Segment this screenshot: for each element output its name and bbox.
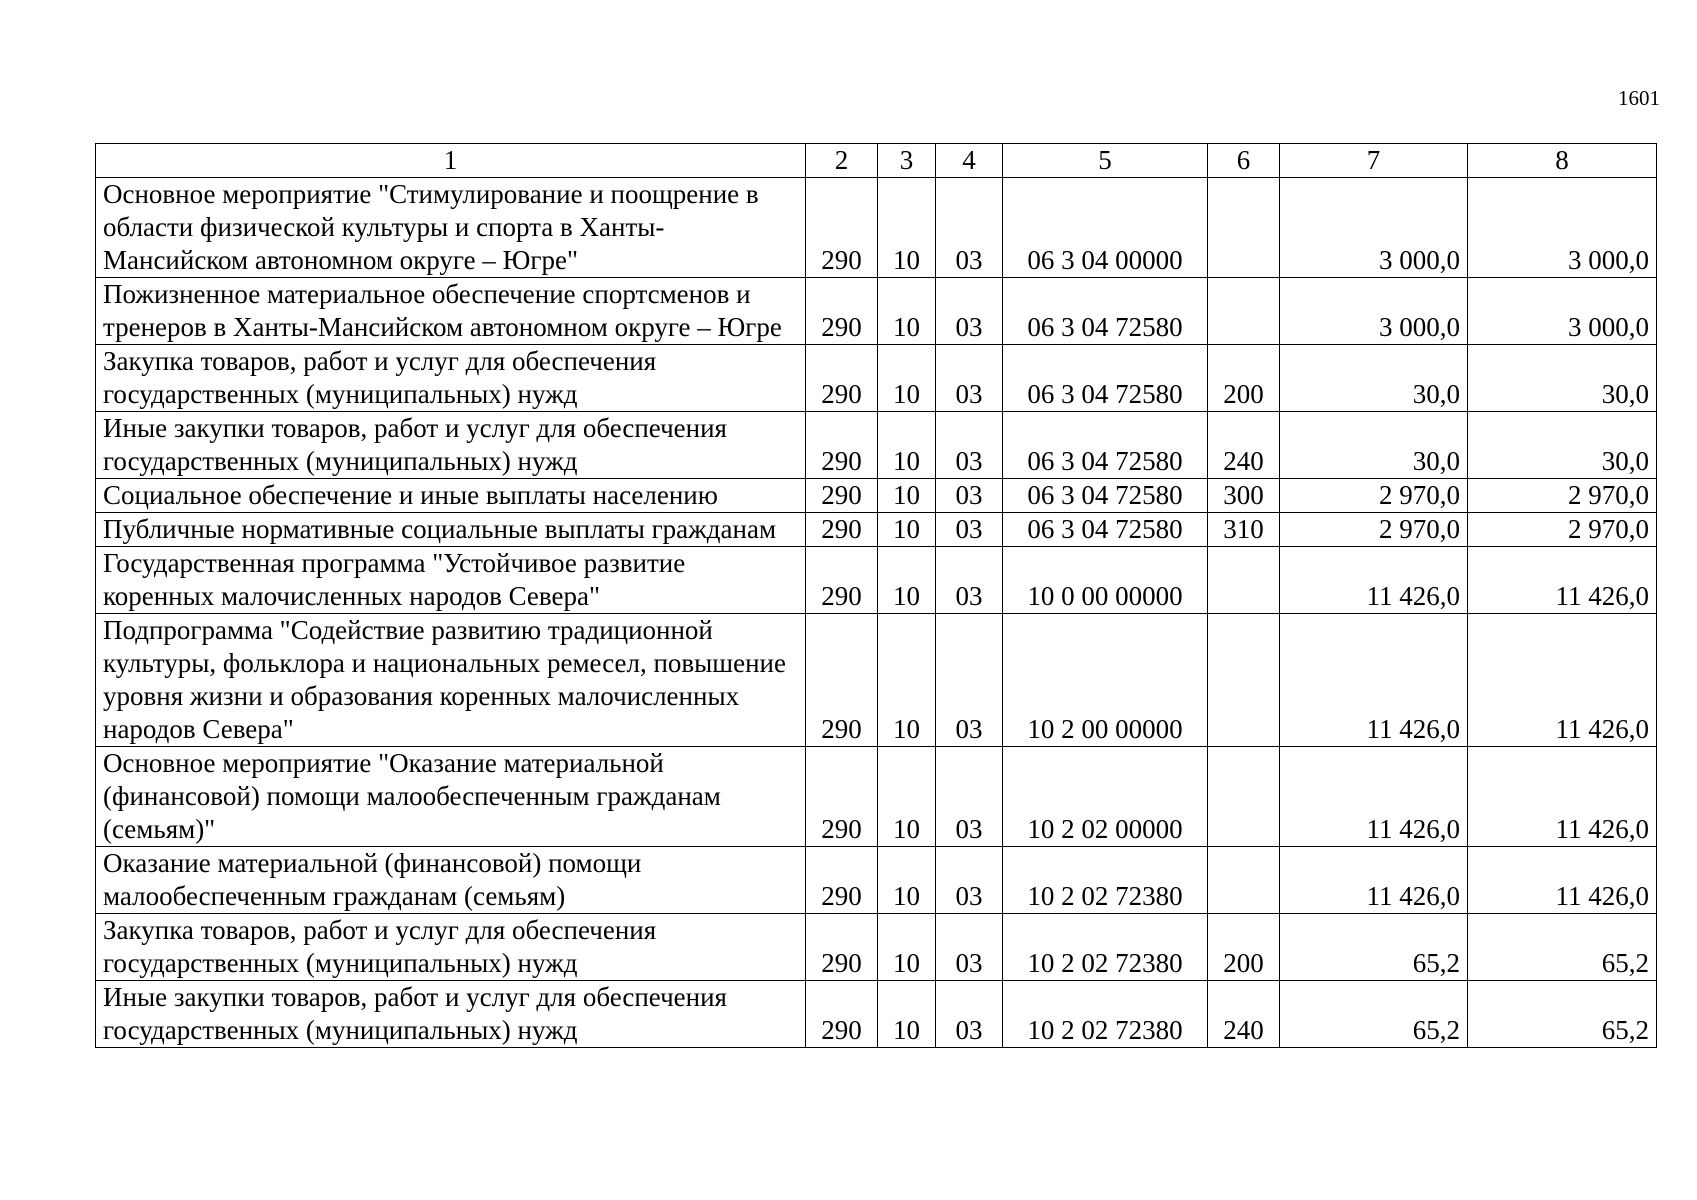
cell-col5: 10 0 00 00000 [1003,547,1208,614]
page-number: 1601 [1618,86,1660,110]
cell-col2: 290 [806,278,878,345]
cell-col6: 240 [1208,981,1280,1048]
cell-col3: 10 [878,914,936,981]
cell-col5: 10 2 02 72380 [1003,847,1208,914]
cell-col2: 290 [806,614,878,747]
cell-col2: 290 [806,345,878,412]
cell-col2: 290 [806,513,878,547]
cell-col4: 03 [936,547,1003,614]
cell-col8: 2 970,0 [1468,513,1657,547]
column-header: 4 [936,144,1003,178]
row-name: Государственная программа "Устойчивое развитие коренных малочисленных народов Севера" [96,547,806,614]
row-name: Основное мероприятие "Стимулирование и поощрение в области физической культуры и спорта в Ханты-Мансийском автономном округе – Югре" [96,178,806,278]
cell-col4: 03 [936,847,1003,914]
cell-col5: 10 2 02 72380 [1003,981,1208,1048]
cell-col5: 06 3 04 72580 [1003,479,1208,513]
cell-col7: 65,2 [1280,914,1468,981]
cell-col7: 2 970,0 [1280,479,1468,513]
cell-col2: 290 [806,981,878,1048]
cell-col5: 06 3 04 00000 [1003,178,1208,278]
cell-col7: 30,0 [1280,345,1468,412]
cell-col2: 290 [806,747,878,847]
cell-col6 [1208,747,1280,847]
table-row [96,345,1657,412]
cell-col2: 290 [806,412,878,479]
cell-col3: 10 [878,412,936,479]
cell-col8: 11 426,0 [1468,747,1657,847]
cell-col7: 11 426,0 [1280,747,1468,847]
cell-col7: 11 426,0 [1280,614,1468,747]
cell-col2: 290 [806,547,878,614]
table-row [96,547,1657,614]
cell-col8: 2 970,0 [1468,479,1657,513]
cell-col7: 65,2 [1280,981,1468,1048]
cell-col6 [1208,847,1280,914]
cell-col7: 2 970,0 [1280,513,1468,547]
table-row [96,614,1657,747]
row-name: Основное мероприятие "Оказание материальной (финансовой) помощи малообеспеченным гражданам (семьям)" [96,747,806,847]
cell-col8: 65,2 [1468,914,1657,981]
header-row [96,144,1657,178]
table-row [96,412,1657,479]
table-row [96,178,1657,278]
cell-col3: 10 [878,847,936,914]
cell-col8: 11 426,0 [1468,847,1657,914]
row-name: Иные закупки товаров, работ и услуг для обеспечения государственных (муниципальных) нужд [96,981,806,1048]
cell-col3: 10 [878,614,936,747]
cell-col6: 200 [1208,914,1280,981]
cell-col4: 03 [936,981,1003,1048]
row-name: Оказание материальной (финансовой) помощи малообеспеченным гражданам (семьям) [96,847,806,914]
cell-col3: 10 [878,981,936,1048]
cell-col7: 3 000,0 [1280,278,1468,345]
cell-col5: 06 3 04 72580 [1003,513,1208,547]
cell-col4: 03 [936,614,1003,747]
table-row [96,847,1657,914]
table-row [96,981,1657,1048]
cell-col6: 240 [1208,412,1280,479]
column-header: 1 [96,144,806,178]
cell-col4: 03 [936,278,1003,345]
cell-col6 [1208,547,1280,614]
cell-col8: 30,0 [1468,412,1657,479]
table-row [96,278,1657,345]
cell-col6 [1208,614,1280,747]
cell-col3: 10 [878,747,936,847]
cell-col4: 03 [936,479,1003,513]
row-name: Публичные нормативные социальные выплаты гражданам [96,513,806,547]
row-name: Подпрограмма "Содействие развитию традиционной культуры, фольклора и национальных ремесел, повышение уровня жизни и образования коренных малочисленных народов Севера" [96,614,806,747]
cell-col7: 30,0 [1280,412,1468,479]
cell-col3: 10 [878,513,936,547]
cell-col3: 10 [878,278,936,345]
cell-col5: 06 3 04 72580 [1003,412,1208,479]
cell-col4: 03 [936,345,1003,412]
cell-col8: 65,2 [1468,981,1657,1048]
cell-col8: 3 000,0 [1468,178,1657,278]
cell-col2: 290 [806,479,878,513]
budget-table [95,143,1657,1048]
column-header: 7 [1280,144,1468,178]
cell-col8: 11 426,0 [1468,547,1657,614]
row-name: Закупка товаров, работ и услуг для обеспечения государственных (муниципальных) нужд [96,345,806,412]
cell-col2: 290 [806,178,878,278]
cell-col4: 03 [936,412,1003,479]
column-header: 3 [878,144,936,178]
cell-col2: 290 [806,914,878,981]
column-header: 2 [806,144,878,178]
cell-col5: 06 3 04 72580 [1003,278,1208,345]
row-name: Социальное обеспечение и иные выплаты населению [96,479,806,513]
cell-col5: 10 2 00 00000 [1003,614,1208,747]
cell-col8: 11 426,0 [1468,614,1657,747]
cell-col7: 11 426,0 [1280,547,1468,614]
row-name: Иные закупки товаров, работ и услуг для обеспечения государственных (муниципальных) нужд [96,412,806,479]
table-row [96,914,1657,981]
cell-col6: 200 [1208,345,1280,412]
column-header: 5 [1003,144,1208,178]
cell-col6 [1208,178,1280,278]
table-row [96,747,1657,847]
table-row [96,513,1657,547]
cell-col7: 3 000,0 [1280,178,1468,278]
row-name: Пожизненное материальное обеспечение спортсменов и тренеров в Ханты-Мансийском автономном округе – Югре [96,278,806,345]
cell-col8: 3 000,0 [1468,278,1657,345]
cell-col4: 03 [936,178,1003,278]
cell-col5: 06 3 04 72580 [1003,345,1208,412]
cell-col2: 290 [806,847,878,914]
cell-col5: 10 2 02 00000 [1003,747,1208,847]
cell-col4: 03 [936,914,1003,981]
cell-col6: 300 [1208,479,1280,513]
cell-col3: 10 [878,178,936,278]
column-header: 6 [1208,144,1280,178]
cell-col3: 10 [878,547,936,614]
cell-col6: 310 [1208,513,1280,547]
cell-col5: 10 2 02 72380 [1003,914,1208,981]
cell-col3: 10 [878,345,936,412]
cell-col4: 03 [936,747,1003,847]
column-header: 8 [1468,144,1657,178]
cell-col3: 10 [878,479,936,513]
cell-col7: 11 426,0 [1280,847,1468,914]
table-row [96,479,1657,513]
cell-col8: 30,0 [1468,345,1657,412]
cell-col6 [1208,278,1280,345]
cell-col4: 03 [936,513,1003,547]
row-name: Закупка товаров, работ и услуг для обеспечения государственных (муниципальных) нужд [96,914,806,981]
